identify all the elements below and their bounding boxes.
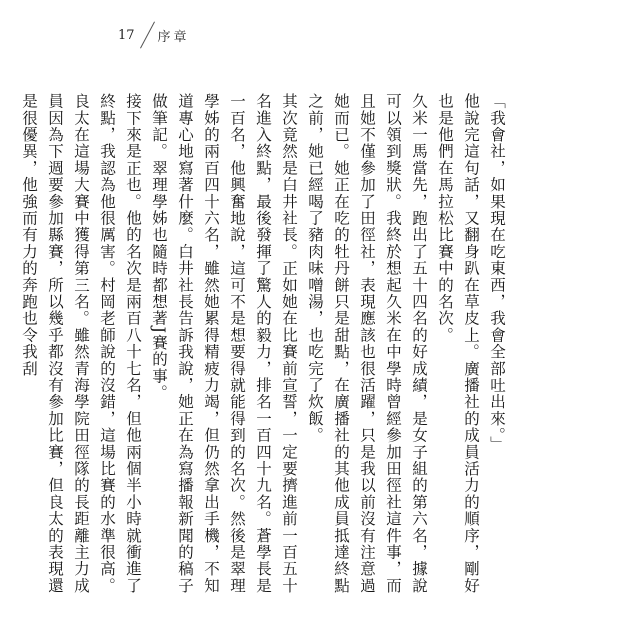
paragraph: 「我會社，如果現在吃東西，我會全部吐出來。」 — [488, 93, 506, 453]
paragraph: 良太在這場大賽中獲得第三名。雖然青海學院田徑隊的長距離主力成員因為下週要參加縣賽，所以幾乎都沒有參加比賽，但良太的表現還是很優異，他強而有力的奔跑也令我刮 — [20, 93, 90, 594]
paragraph: 他說完這句話，又翻身趴在草皮上。廣播社的成員活力的順序，剛好也是他們在馬拉松比賽中的名次。 — [436, 93, 480, 594]
paragraph: 其次竟然是白井社長。正如她在比賽前宣誓，一定要擠進前一百五十名進入終點，最後發揮了驚人的毅力，排名一百四十九名。蒼學長是一百名，他興奮地說，這可不是想要得就能得到的名次。然後是翠理學姊的兩百四十六名，雖然她累得精疲力竭，但仍然拿出手機，不知道專心地寫著什麼。白井社長告訴我說，她正在為寫播報新聞的稿子做筆記。翠理學姊也隨時都想著J賽的事。 — [150, 93, 298, 594]
paragraph: 久米一馬當先，跑出了五十四名的好成績，是女子組的第六名，據說可以領到獎狀。我終於想起久米在中學時曾經參加田徑社這件事，而且她不僅參加了田徑社，表現應該也很活躍，只是我以前沒有注意過她而已。她正在吃的牡丹餅只是甜點，在廣播社的其他成員抵達終點之前，她已經喝了豬肉味噌湯，也吃完了炊飯。 — [306, 93, 428, 594]
page-number: 17 — [118, 27, 135, 43]
chapter-title: 序章 — [157, 29, 190, 45]
vertical-body-text — [20, 93, 510, 608]
header-divider — [140, 22, 155, 49]
running-header — [118, 22, 190, 48]
paragraph: 接下來是正也。他的名次是兩百八十七名，但他兩個半小時就衝進了終點，我認為他很厲害。村岡老師說的沒錯，這場比賽的水準很高。 — [98, 93, 142, 594]
